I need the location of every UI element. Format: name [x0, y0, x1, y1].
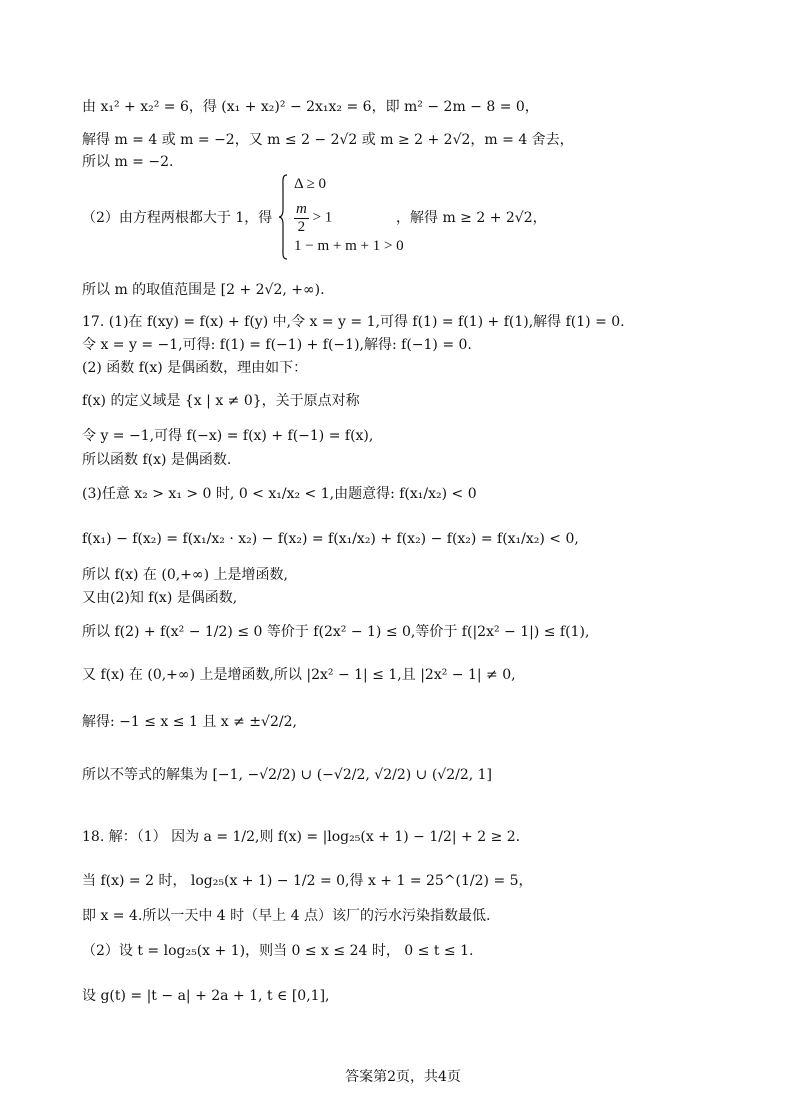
left-brace-icon: [278, 174, 288, 260]
fraction-m-over-2: $\frac{m}{2}$: [296, 201, 307, 235]
text-line-17: 又 f(x) 在 (0,+∞) 上是增函数,所以 |2x² − 1| ≤ 1,且 |2x² − 1| ≠ 0,: [82, 667, 516, 683]
text-line-2: 解得 m = 4 或 m = −2，又 m ≤ 2 − 2√2 或 m ≥ 2 + 2√2，m = 4 舍去，: [82, 132, 574, 148]
text-line-15: 又由(2)知 f(x) 是偶函数,: [82, 590, 238, 606]
text-line-19: 所以不等式的解集为 [−1, −√2/2) ∪ (−√2/2, √2/2) ∪ (√2/2, 1]: [82, 767, 492, 783]
system-row-1: Δ ≥ 0: [294, 176, 327, 192]
text-line-18: 解得: −1 ≤ x ≤ 1 且 x ≠ ±√2/2,: [82, 714, 297, 730]
text-line-1: 由 x₁² + x₂² = 6，得 (x₁ + x₂)² − 2x₁x₂ = 6，即 m² − 2m − 8 = 0，: [82, 99, 539, 115]
text-line-16: 所以 f(2) + f(x² − 1/2) ≤ 0 等价于 f(2x² − 1) ≤ 0,等价于 f(|2x² − 1|) ≤ f(1),: [82, 624, 590, 640]
text-line-12: (3)任意 x₂ > x₁ > 0 时, 0 < x₁/x₂ < 1,由题意得: f(x₁/x₂) < 0: [82, 486, 477, 502]
text-line-3: 所以 m = −2.: [82, 154, 174, 170]
system-row-3: 1 − m + m + 1 > 0: [294, 238, 404, 254]
text-line-10: 令 y = −1,可得 f(−x) = f(x) + f(−1) = f(x),: [82, 428, 374, 444]
text-line-7: 令 x = y = −1,可得: f(1) = f(−1) + f(−1),解得: f(−1) = 0.: [82, 337, 472, 353]
page-footer: 答案第2页，共4页: [345, 1069, 461, 1085]
text-line-8: (2) 函数 f(x) 是偶函数，理由如下：: [82, 360, 308, 376]
system-row-2: $\frac{m}{2}$ > 1: [296, 201, 333, 235]
text-line-21: 当 f(x) = 2 时， log₂₅(x + 1) − 1/2 = 0,得 x + 1 = 25^(1/2) = 5，: [82, 873, 533, 889]
text-line-23: （2）设 t = log₂₅(x + 1)，则当 0 ≤ x ≤ 24 时， 0 ≤ t ≤ 1.: [82, 943, 474, 959]
equation-system: [82, 174, 742, 262]
text-line-6: 17. (1)在 f(xy) = f(x) + f(y) 中,令 x = y = 1,可得 f(1) = f(1) + f(1),解得 f(1) = 0.: [82, 314, 625, 330]
text-line-13: f(x₁) − f(x₂) = f(x₁/x₂ · x₂) − f(x₂) = f(x₁/x₂) + f(x₂) − f(x₂) = f(x₁/x₂) < 0,: [82, 531, 579, 547]
text-line-5: 所以 m 的取值范围是 [2 + 2√2, +∞).: [82, 282, 325, 298]
system-label: （2）由方程两根都大于 1，得: [82, 210, 273, 226]
text-line-14: 所以 f(x) 在 (0,+∞) 上是增函数,: [82, 567, 288, 583]
text-line-9: f(x) 的定义域是 {x | x ≠ 0}，关于原点对称: [82, 393, 360, 409]
text-line-22: 即 x = 4.所以一天中 4 时（早上 4 点）该厂的污水污染指数最低.: [82, 908, 491, 924]
text-line-11: 所以函数 f(x) 是偶函数.: [82, 452, 232, 468]
text-line-24: 设 g(t) = |t − a| + 2a + 1, t ∈ [0,1],: [82, 988, 330, 1004]
text-line-20: 18. 解：（1） 因为 a = 1/2,则 f(x) = |log₂₅(x + 1) − 1/2| + 2 ≥ 2.: [82, 829, 521, 845]
system-tail: ，解得 m ≥ 2 + 2√2，: [396, 210, 547, 226]
